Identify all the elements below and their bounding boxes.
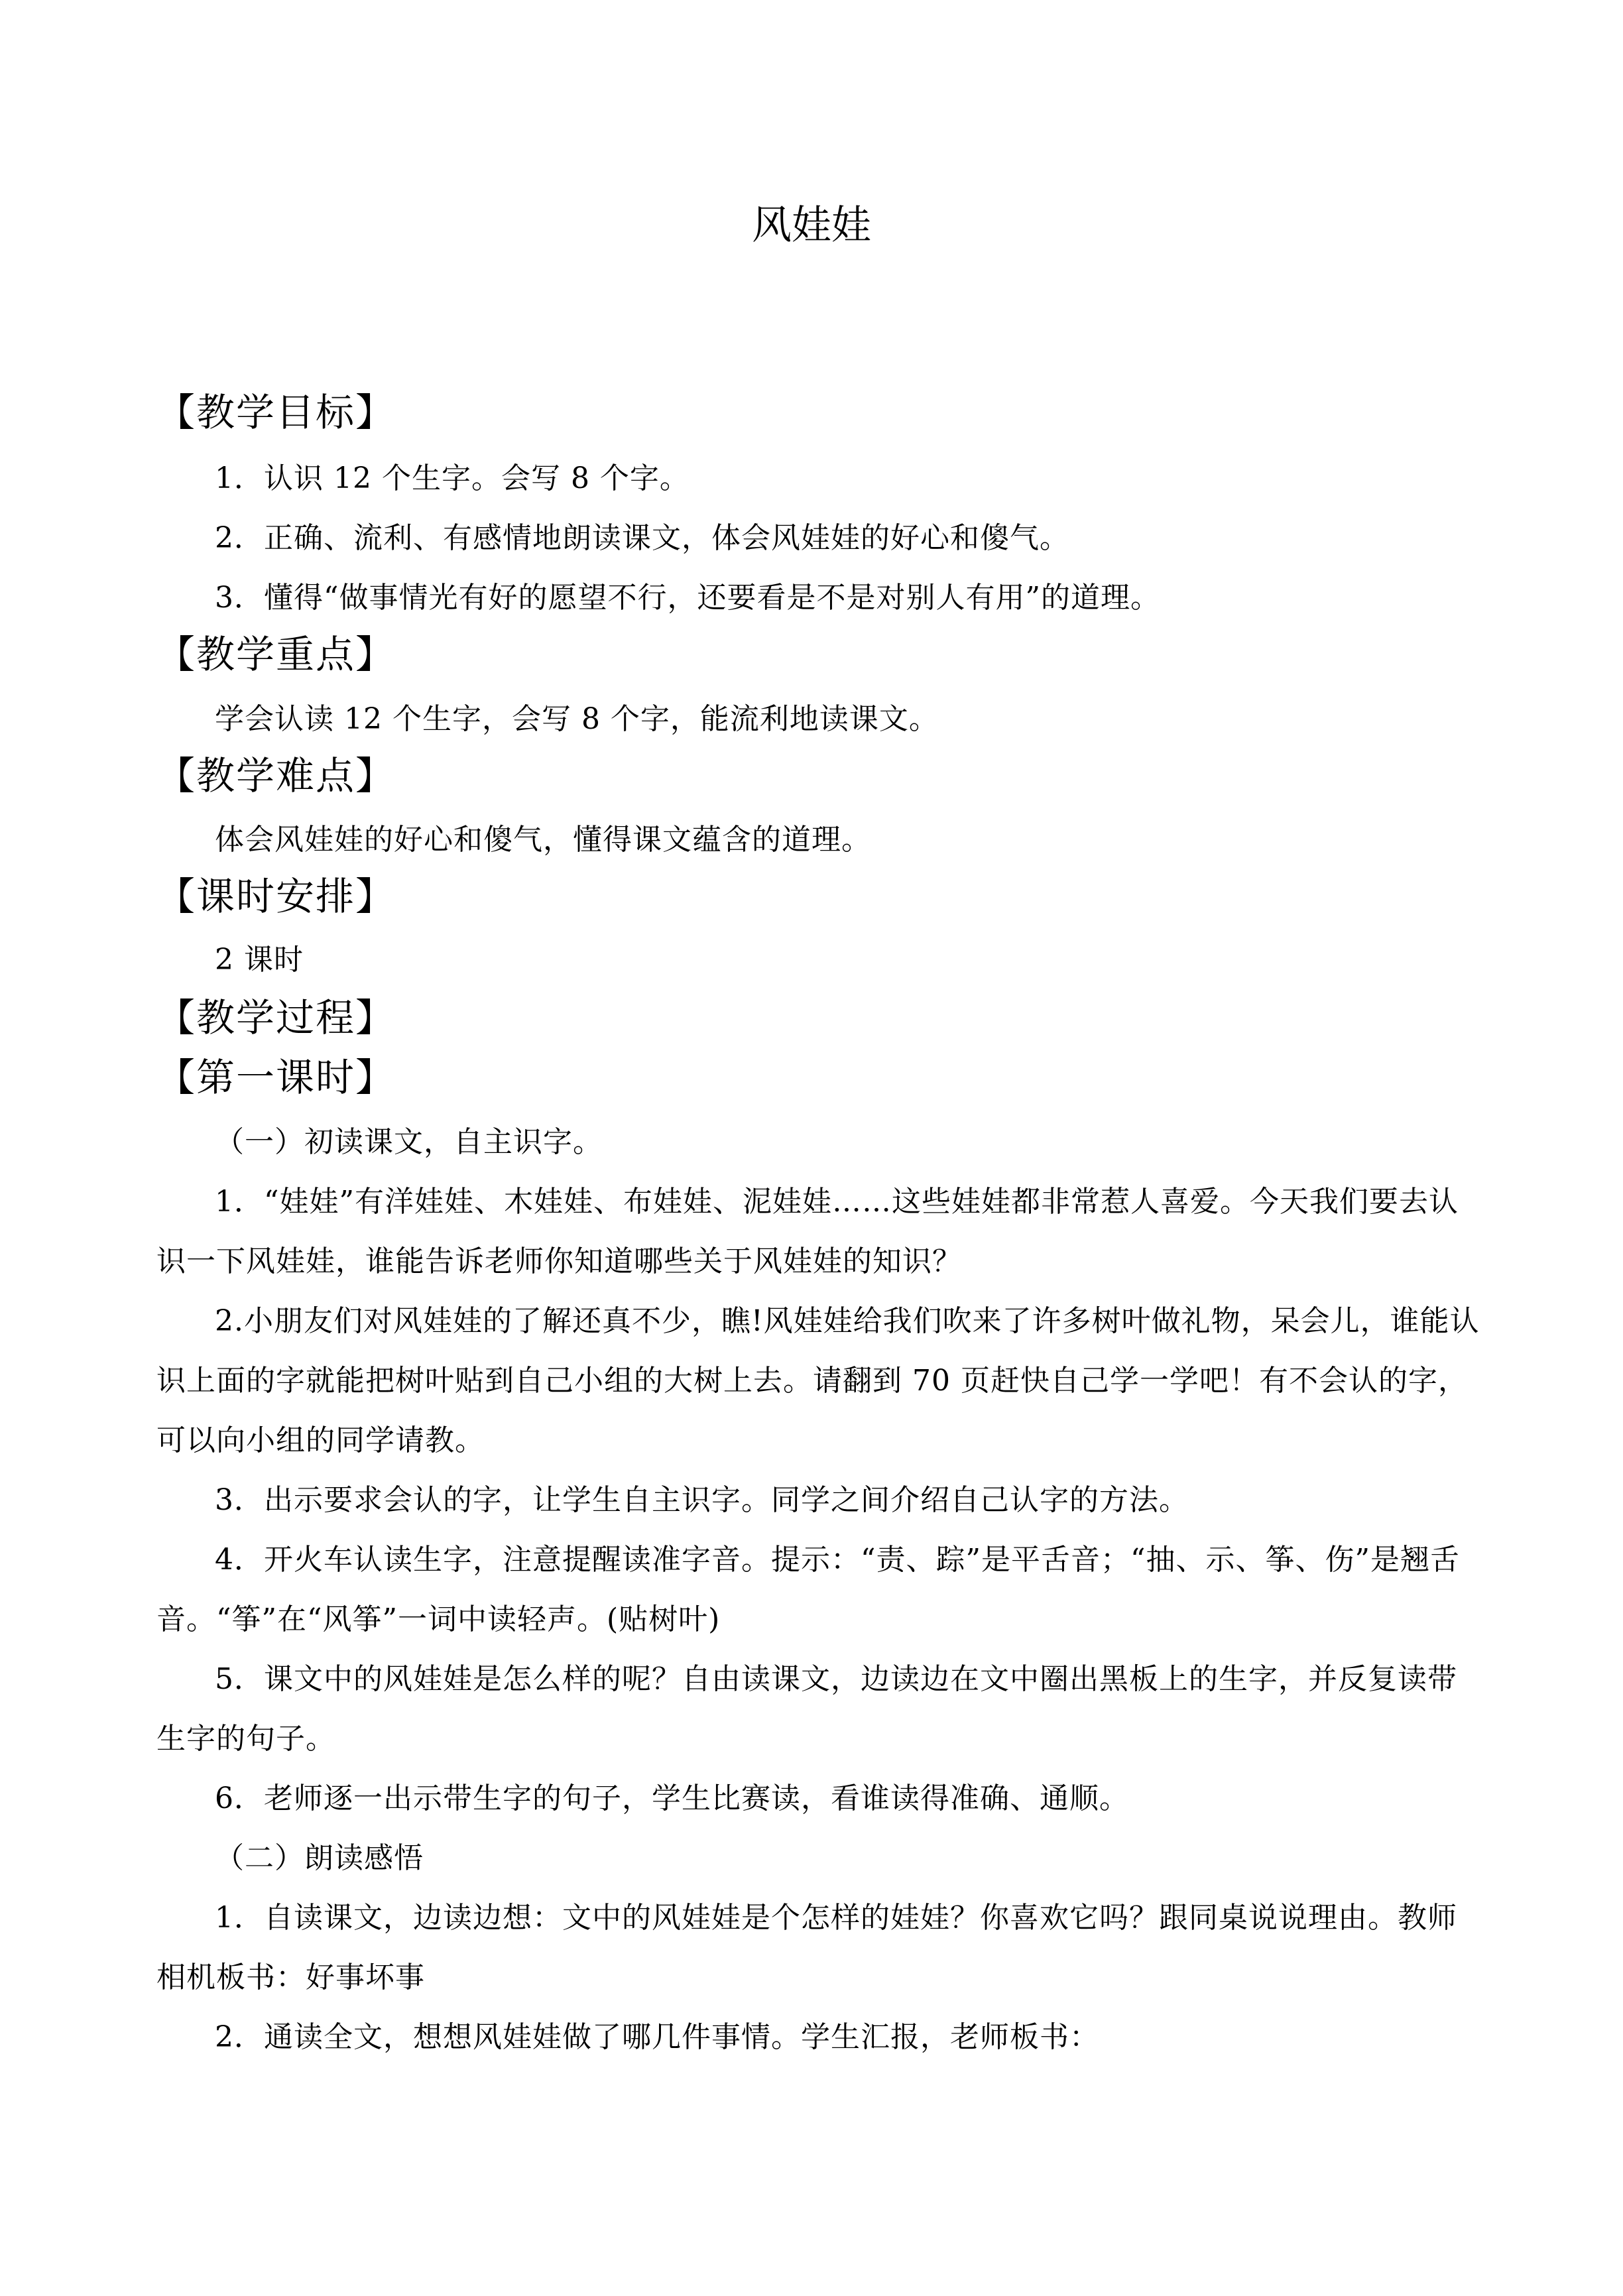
section2-paragraph-2: 2．通读全文，想想风娃娃做了哪几件事情。学生汇报，老师板书： [215,2020,1099,2054]
section1-paragraph-4: 4．开火车认读生字，注意提醒读准字音。提示：“责、踪”是平舌音；“抽、示、筝、伤”是翘舌音。“筝”在“风筝”一词中读轻声。(贴树叶) [156,1543,1460,1636]
section2-heading: （二）朗读感悟 [215,1841,424,1875]
section1-paragraph-1: 1．“娃娃”有洋娃娃、木娃娃、布娃娃、泥娃娃……这些娃娃都非常惹人喜爱。今天我们要去认识一下风娃娃，谁能告诉老师你知道哪些关于风娃娃的知识？ [156,1185,1459,1278]
section1-paragraph-2: 2.小朋友们对风娃娃的了解还真不少，瞧!风娃娃给我们吹来了许多树叶做礼物，呆会儿，谁能认识上面的字就能把树叶贴到自己小组的大树上去。请翻到 70 页赶快自己学一学吧！有不会认的字，可以向小组的同学请教。 [156,1304,1480,1457]
section1-paragraph-3: 3．出示要求会认的字，让学生自主识字。同学之间介绍自己认字的方法。 [215,1483,1189,1517]
document-title: 风娃娃 [752,202,871,249]
difficulties-text: 体会风娃娃的好心和傻气，懂得课文蕴含的道理。 [215,823,871,857]
heading-key-points: 【教学重点】 [156,632,396,677]
heading-process: 【教学过程】 [156,995,396,1040]
key-points-text: 学会认读 12 个生字，会写 8 个字，能流利地读课文。 [215,702,939,736]
section2-paragraph-1: 1．自读课文，边读边想：文中的风娃娃是个怎样的娃娃？你喜欢它吗？跟同桌说说理由。教师相机板书：好事坏事 [156,1901,1457,1994]
section1-paragraph-5: 5．课文中的风娃娃是怎么样的呢？自由读课文，边读边在文中圈出黑板上的生字，并反复读带生字的句子。 [156,1662,1457,1756]
objective-item-2: 2．正确、流利、有感情地朗读课文，体会风娃娃的好心和傻气。 [215,521,1069,555]
objective-item-3: 3．懂得“做事情光有好的愿望不行，还要看是不是对别人有用”的道理。 [215,581,1160,615]
schedule-text: 2 课时 [215,943,304,977]
objective-item-1: 1．认识 12 个生字。会写 8 个字。 [215,461,690,495]
heading-objectives: 【教学目标】 [156,390,396,435]
section1-paragraph-6: 6．老师逐一出示带生字的句子，学生比赛读，看谁读得准确、通顺。 [215,1782,1129,1815]
heading-difficulties: 【教学难点】 [156,753,396,798]
heading-schedule: 【课时安排】 [156,874,396,919]
heading-first-lesson: 【第一课时】 [156,1055,396,1100]
section1-heading: （一）初读课文，自主识字。 [215,1125,603,1159]
